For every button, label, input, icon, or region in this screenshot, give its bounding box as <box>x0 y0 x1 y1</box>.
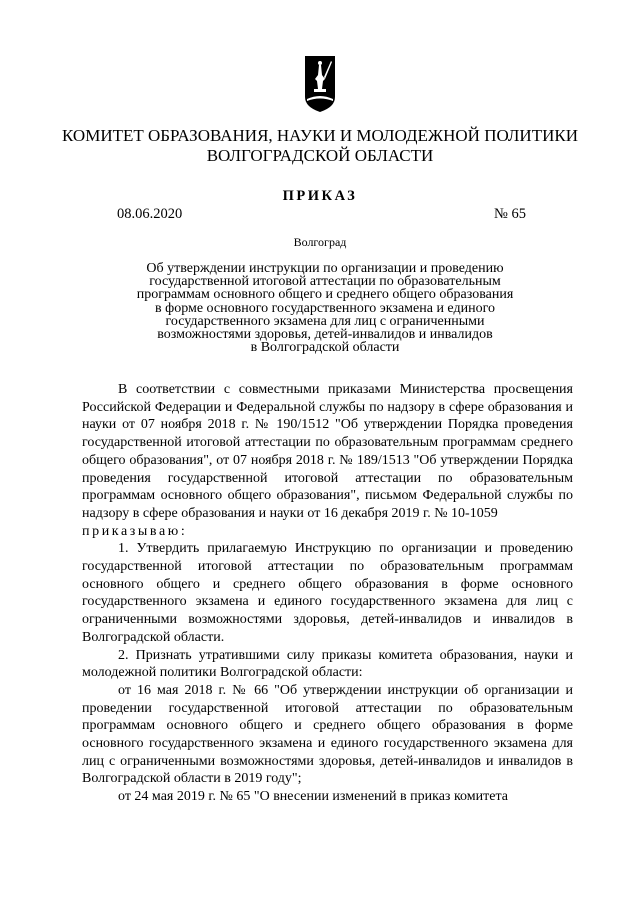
order-city: Волгоград <box>293 235 347 249</box>
subject-line: Об утверждении инструкции по организации и проведению <box>146 261 504 276</box>
subject-line: государственной итоговой аттестации по образовательным <box>149 274 501 290</box>
item-2-paragraph: 2. Признать утратившими силу приказы комитета образования, науки и молодежной политики Волгоградской области: <box>82 647 573 681</box>
subject-line: возможностями здоровья, детей-инвалидов и инвалидов <box>157 327 493 343</box>
org-line-2: ВОЛГОГРАДСКОЙ ОБЛАСТИ <box>206 146 434 165</box>
subject-line: в Волгоградской области <box>250 340 400 356</box>
subject-line: программам основного общего и среднего общего образования <box>136 287 514 303</box>
item-2b-paragraph: от 24 мая 2019 г. № 65 "О внесении изменений в приказ комитета <box>118 789 508 805</box>
preamble-paragraph: В соответствии с совместными приказами Министерства просвещения Российской Федерации и Федеральной службы по надзору в сфере образования и науки от 07 ноября 2018 г. № 190/1512 "Об утверждении Порядка проведения государственной итоговой аттестации по образовательным программам среднего общего образования", от 07 ноября 2018 г. № 189/1513 "Об утверждении Порядка проведения государственной итоговой аттестации по образовательным программам основного общего образования", письмом Федеральной службы по надзору в сфере образования и науки от 16 декабря 2019 г. № 10-1059 <box>82 382 573 521</box>
subject-line: государственного экзамена для лиц с ограниченными <box>165 313 485 329</box>
order-date: 08.06.2020 <box>117 206 183 222</box>
order-number: № 65 <box>494 206 526 222</box>
order-body <box>82 381 573 806</box>
coat-of-arms-icon <box>304 55 336 113</box>
order-subject <box>120 262 530 354</box>
item-1-paragraph: 1. Утвердить прилагаемую Инструкцию по организации и проведению государственной итоговой аттестации по образовательным программам основного общего и среднего общего образования в форме основного государственного экзамена и единого государственного экзамена для лиц с ограниченными возможностями здоровья, детей-инвалидов и инвалидов в Волгоградской области. <box>82 541 573 645</box>
item-2a-paragraph: от 16 мая 2018 г. № 66 "Об утверждении инструкции об организации и проведении государственной итоговой аттестации по образовательным программам основного общего и среднего общего образования в форме основного государственного экзамена и единого государственного экзамена для лиц с ограниченными возможностями здоровья, детей-инвалидов и инвалидов в Волгоградской области в 2019 году"; <box>82 682 573 787</box>
document-title: ПРИКАЗ <box>282 188 358 204</box>
subject-line: в форме основного государственного экзамена и единого <box>155 300 495 316</box>
org-line-1: КОМИТЕТ ОБРАЗОВАНИЯ, НАУКИ И МОЛОДЕЖНОЙ ПОЛИТИКИ <box>62 126 578 145</box>
order-word: приказываю: <box>82 523 188 539</box>
organization-name <box>0 126 640 166</box>
